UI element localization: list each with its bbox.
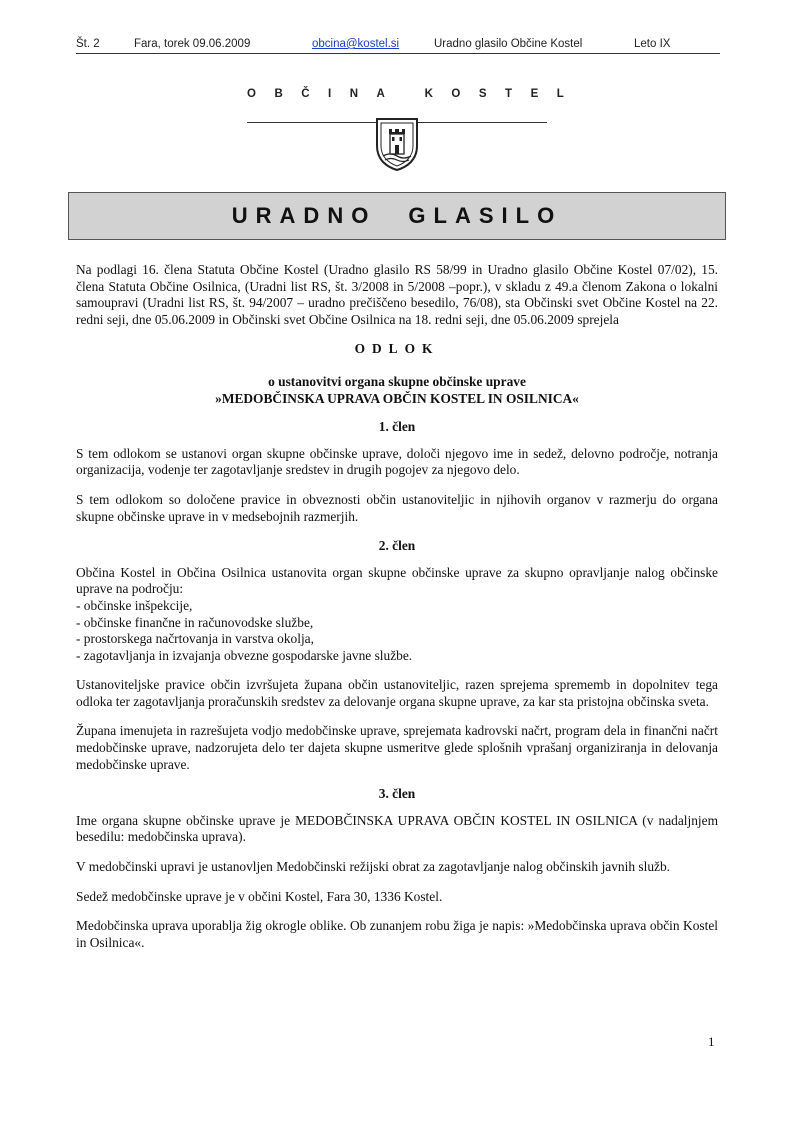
article-1-paragraph: S tem odlokom se ustanovi organ skupne občinske uprave, določi njegovo ime in sedež, delovno področje, notranja organizacija, vodenje ter zagotavljanje sredstev in drugih pogojev za njegovo delo.	[76, 445, 718, 478]
decree-subtitle-line-2: »MEDOBČINSKA UPRAVA OBČIN KOSTEL IN OSILNICA«	[215, 390, 579, 406]
issue-date: Fara, torek 09.06.2009	[134, 38, 251, 50]
article-3-paragraph: Ime organa skupne občinske uprave je MEDOBČINSKA UPRAVA OBČIN KOSTEL IN OSILNICA (v nadaljnjem besedilu: medobčinska uprava).	[76, 812, 718, 845]
article-1-paragraph: S tem odlokom so določene pravice in obveznosti občin ustanoviteljic in njihovih organov v razmerju do organa skupne občinske uprave in v medsebojnih razmerjih.	[76, 491, 718, 524]
preamble: Na podlagi 16. člena Statuta Občine Kostel (Uradno glasilo RS 58/99 in Uradno glasilo Občine Kostel 07/02), 15. člena Statuta Občine Osilnica, (Uradni list RS, št. 3/2008 in 5/2008 –popr.), v skladu z 49.a členom Zakona o lokalni samoupravi (Uradni list RS, št. 94/2007 – uradno prečiščeno besedilo, 76/08), sta Občinski svet Občine Kostel na 22. redni seji, dne 05.06.2009 in Občinski svet Občine Osilnica na 18. redni seji, dne 05.06.2009 sprejela	[76, 262, 718, 327]
article-3-paragraph: Sedež medobčinske uprave je v občini Kostel, Fara 30, 1336 Kostel.	[76, 888, 443, 904]
gazette-title: URADNO GLASILO	[231, 203, 563, 228]
email-link[interactable]: obcina@kostel.si	[312, 38, 400, 50]
article-3-paragraph: Medobčinska uprava uporablja žig okrogle oblike. Ob zunanjem robu žiga je napis: »Medobčinska uprava občin Kostel in Osilnica«.	[76, 918, 718, 950]
list-item: - občinske finančne in računovodske službe,	[76, 614, 314, 630]
page-number: 1	[708, 1034, 715, 1049]
article-2-heading: 2. člen	[378, 538, 416, 554]
publication-name: Uradno glasilo Občine Kostel	[434, 38, 583, 50]
list-item: - zagotavljanja in izvajanja obvezne gospodarske javne službe.	[76, 647, 413, 663]
volume-year: Leto IX	[634, 38, 671, 50]
list-item: - prostorskega načrtovanja in varstva okolja,	[76, 631, 314, 647]
article-2-list	[76, 598, 718, 664]
coat-of-arms-icon	[374, 116, 420, 172]
document-body	[76, 262, 718, 964]
decree-subtitle	[76, 374, 718, 407]
article-3-paragraph: V medobčinski upravi je ustanovljen Medobčinski režijski obrat za zagotavljanje nalog občinskih javnih služb.	[76, 859, 671, 875]
list-item: - občinske inšpekcije,	[76, 597, 193, 613]
article-2-paragraph: Župana imenujeta in razrešujeta vodjo medobčinske uprave, sprejemata kadrovski načrt, program dela in finančni načrt medobčinske uprave, nadzorujeta delo ter dajeta skupne usmeritve glede splošnih vprašanj organiziranja in delovanja medobčinske uprave.	[76, 723, 718, 772]
decree-heading: ODLOK	[354, 341, 440, 357]
running-header	[76, 38, 720, 54]
article-2-paragraph: Ustanoviteljske pravice občin izvršujeta župana občin ustanoviteljic, razen sprejema sprememb in dopolnitev tega odloka ter zagotavljanja proračunskih sredstev za delovanje organa skupne uprave, za kar sta pristojna občinska sveta.	[76, 677, 718, 709]
header-divider	[76, 53, 720, 54]
article-3-heading: 3. člen	[378, 786, 416, 802]
article-1-heading: 1. člen	[378, 419, 416, 435]
article-2-intro: Občina Kostel in Občina Osilnica ustanovita organ skupne občinske uprave za skupno opravljanje nalog občinske uprave na področju:	[76, 564, 718, 597]
decree-subtitle-line-1: o ustanovitvi organa skupne občinske uprave	[268, 373, 526, 389]
municipality-name: OBČINA KOSTEL	[247, 88, 583, 100]
gazette-title-box	[68, 192, 726, 240]
issue-number: Št. 2	[76, 38, 100, 50]
